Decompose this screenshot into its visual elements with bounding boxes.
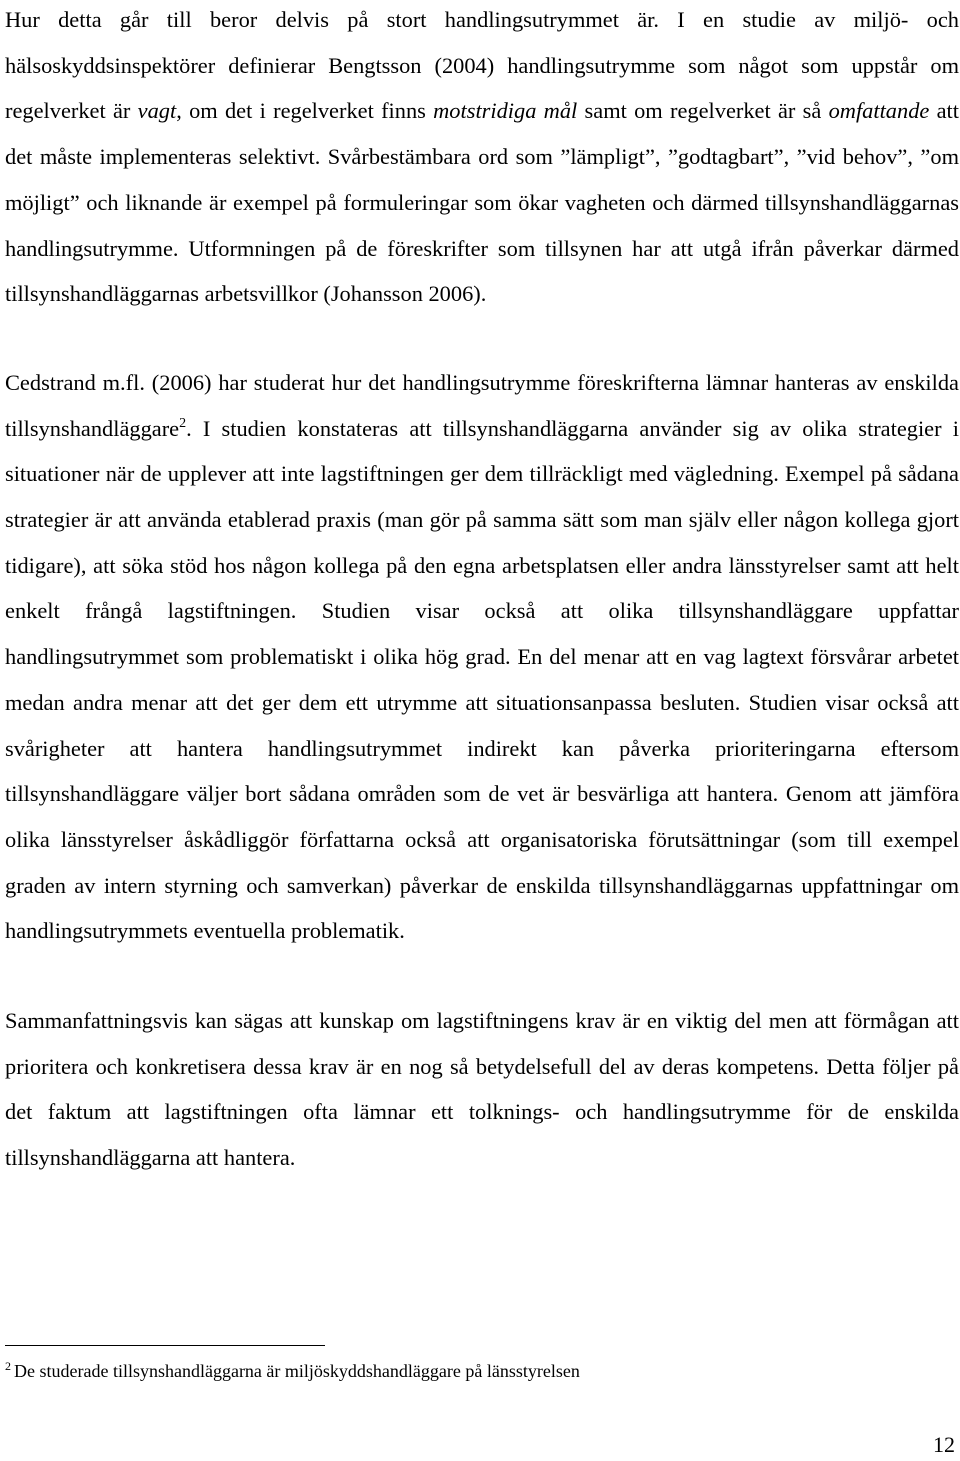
paragraph-1-text-2: , om det i regelverket finns xyxy=(176,98,434,124)
footnote-text: De studerade tillsynshandläggarna är miljöskyddshandläggare på länsstyrelsen xyxy=(14,1361,580,1381)
footnote-reference[interactable]: 2 xyxy=(179,415,187,431)
document-page xyxy=(5,0,959,1181)
paragraph-1-text-1: Hur detta går till beror delvis på stort handlingsutrymmet är. I en studie av miljö- och hälsoskyddsinspektörer definierar Bengtsson (2004) handlingsutrymme som något som uppstår om regelverket är xyxy=(5,7,959,124)
emphasis-vagt: vagt xyxy=(137,98,177,124)
paragraph-1-text-3: samt om regelverket är så xyxy=(577,98,829,124)
page-number: 12 xyxy=(933,1432,955,1457)
footnote xyxy=(5,1357,955,1385)
body-paragraph-1 xyxy=(5,0,959,317)
emphasis-motstridiga-mal: motstridiga mål xyxy=(433,98,578,124)
paragraph-2-text-2: . I studien konstateras att tillsynshandläggarna använder sig av olika strategier i situationer när de upplever att inte lagstiftningen ger dem tillräckligt med vägledning. Exempel på sådana strategier är att använda etablerad praxis (man gör på samma sätt som man själv eller någon kollega gjort tidigare), att söka stöd hos någon kollega på den egna arbetsplatsen eller andra länsstyrelser samt att helt enkelt frångå lagstiftningen. Studien visar också att olika tillsynshandläggare uppfattar handlingsutrymmet som problematiskt i olika hög grad. En del menar att en vag lagtext försvårar arbetet medan andra menar att det ger dem ett utrymme att situationsanpassa besluten. Studien visar också att svårigheter att hantera handlingsutrymmet indirekt kan påverka prioriteringarna eftersom tillsynshandläggare väljer bort sådana områden som de vet är besvärliga att hantera. Genom att jämföra olika länsstyrelser åskådliggör författarna också att organisatoriska förutsättningar (som till exempel graden av intern styrning och samverkan) påverkar de enskilda tillsynshandläggarnas uppfattningar om handlingsutrymmets eventuella problematik. xyxy=(5,415,959,944)
body-paragraph-2 xyxy=(5,360,959,954)
paragraph-1-text-4: att det måste implementeras selektivt. Svårbestämbara ord som ”lämpligt”, ”godtagbart”, ”vid behov”, ”om möjligt” och liknande är exempel på formuleringar som ökar vagheten och därmed tillsynshandläggarnas handlingsutrymme. Utformningen på de föreskrifter som tillsynen har att utgå ifrån påverkar därmed tillsynshandläggarnas arbetsvillkor (Johansson 2006). xyxy=(5,98,959,307)
emphasis-omfattande: omfattande xyxy=(828,98,930,124)
paragraph-3-text: Sammanfattningsvis kan sägas att kunskap om lagstiftningens krav är en viktig del men att förmågan att prioritera och konkretisera dessa krav är en nog så betydelsefull del av deras kompetens. Detta följer på det faktum att lagstiftningen ofta lämnar ett tolknings- och handlingsutrymme för de enskilda tillsynshandläggarna att hantera. xyxy=(5,1008,959,1171)
footnote-marker: 2 xyxy=(5,1359,11,1373)
paragraph-2-text-1: Cedstrand m.fl. (2006) har studerat hur det handlingsutrymme föreskrifterna lämnar hanteras av enskilda tillsynshandläggare xyxy=(5,369,959,441)
footnote-separator xyxy=(5,1345,325,1346)
body-paragraph-3 xyxy=(5,998,959,1181)
